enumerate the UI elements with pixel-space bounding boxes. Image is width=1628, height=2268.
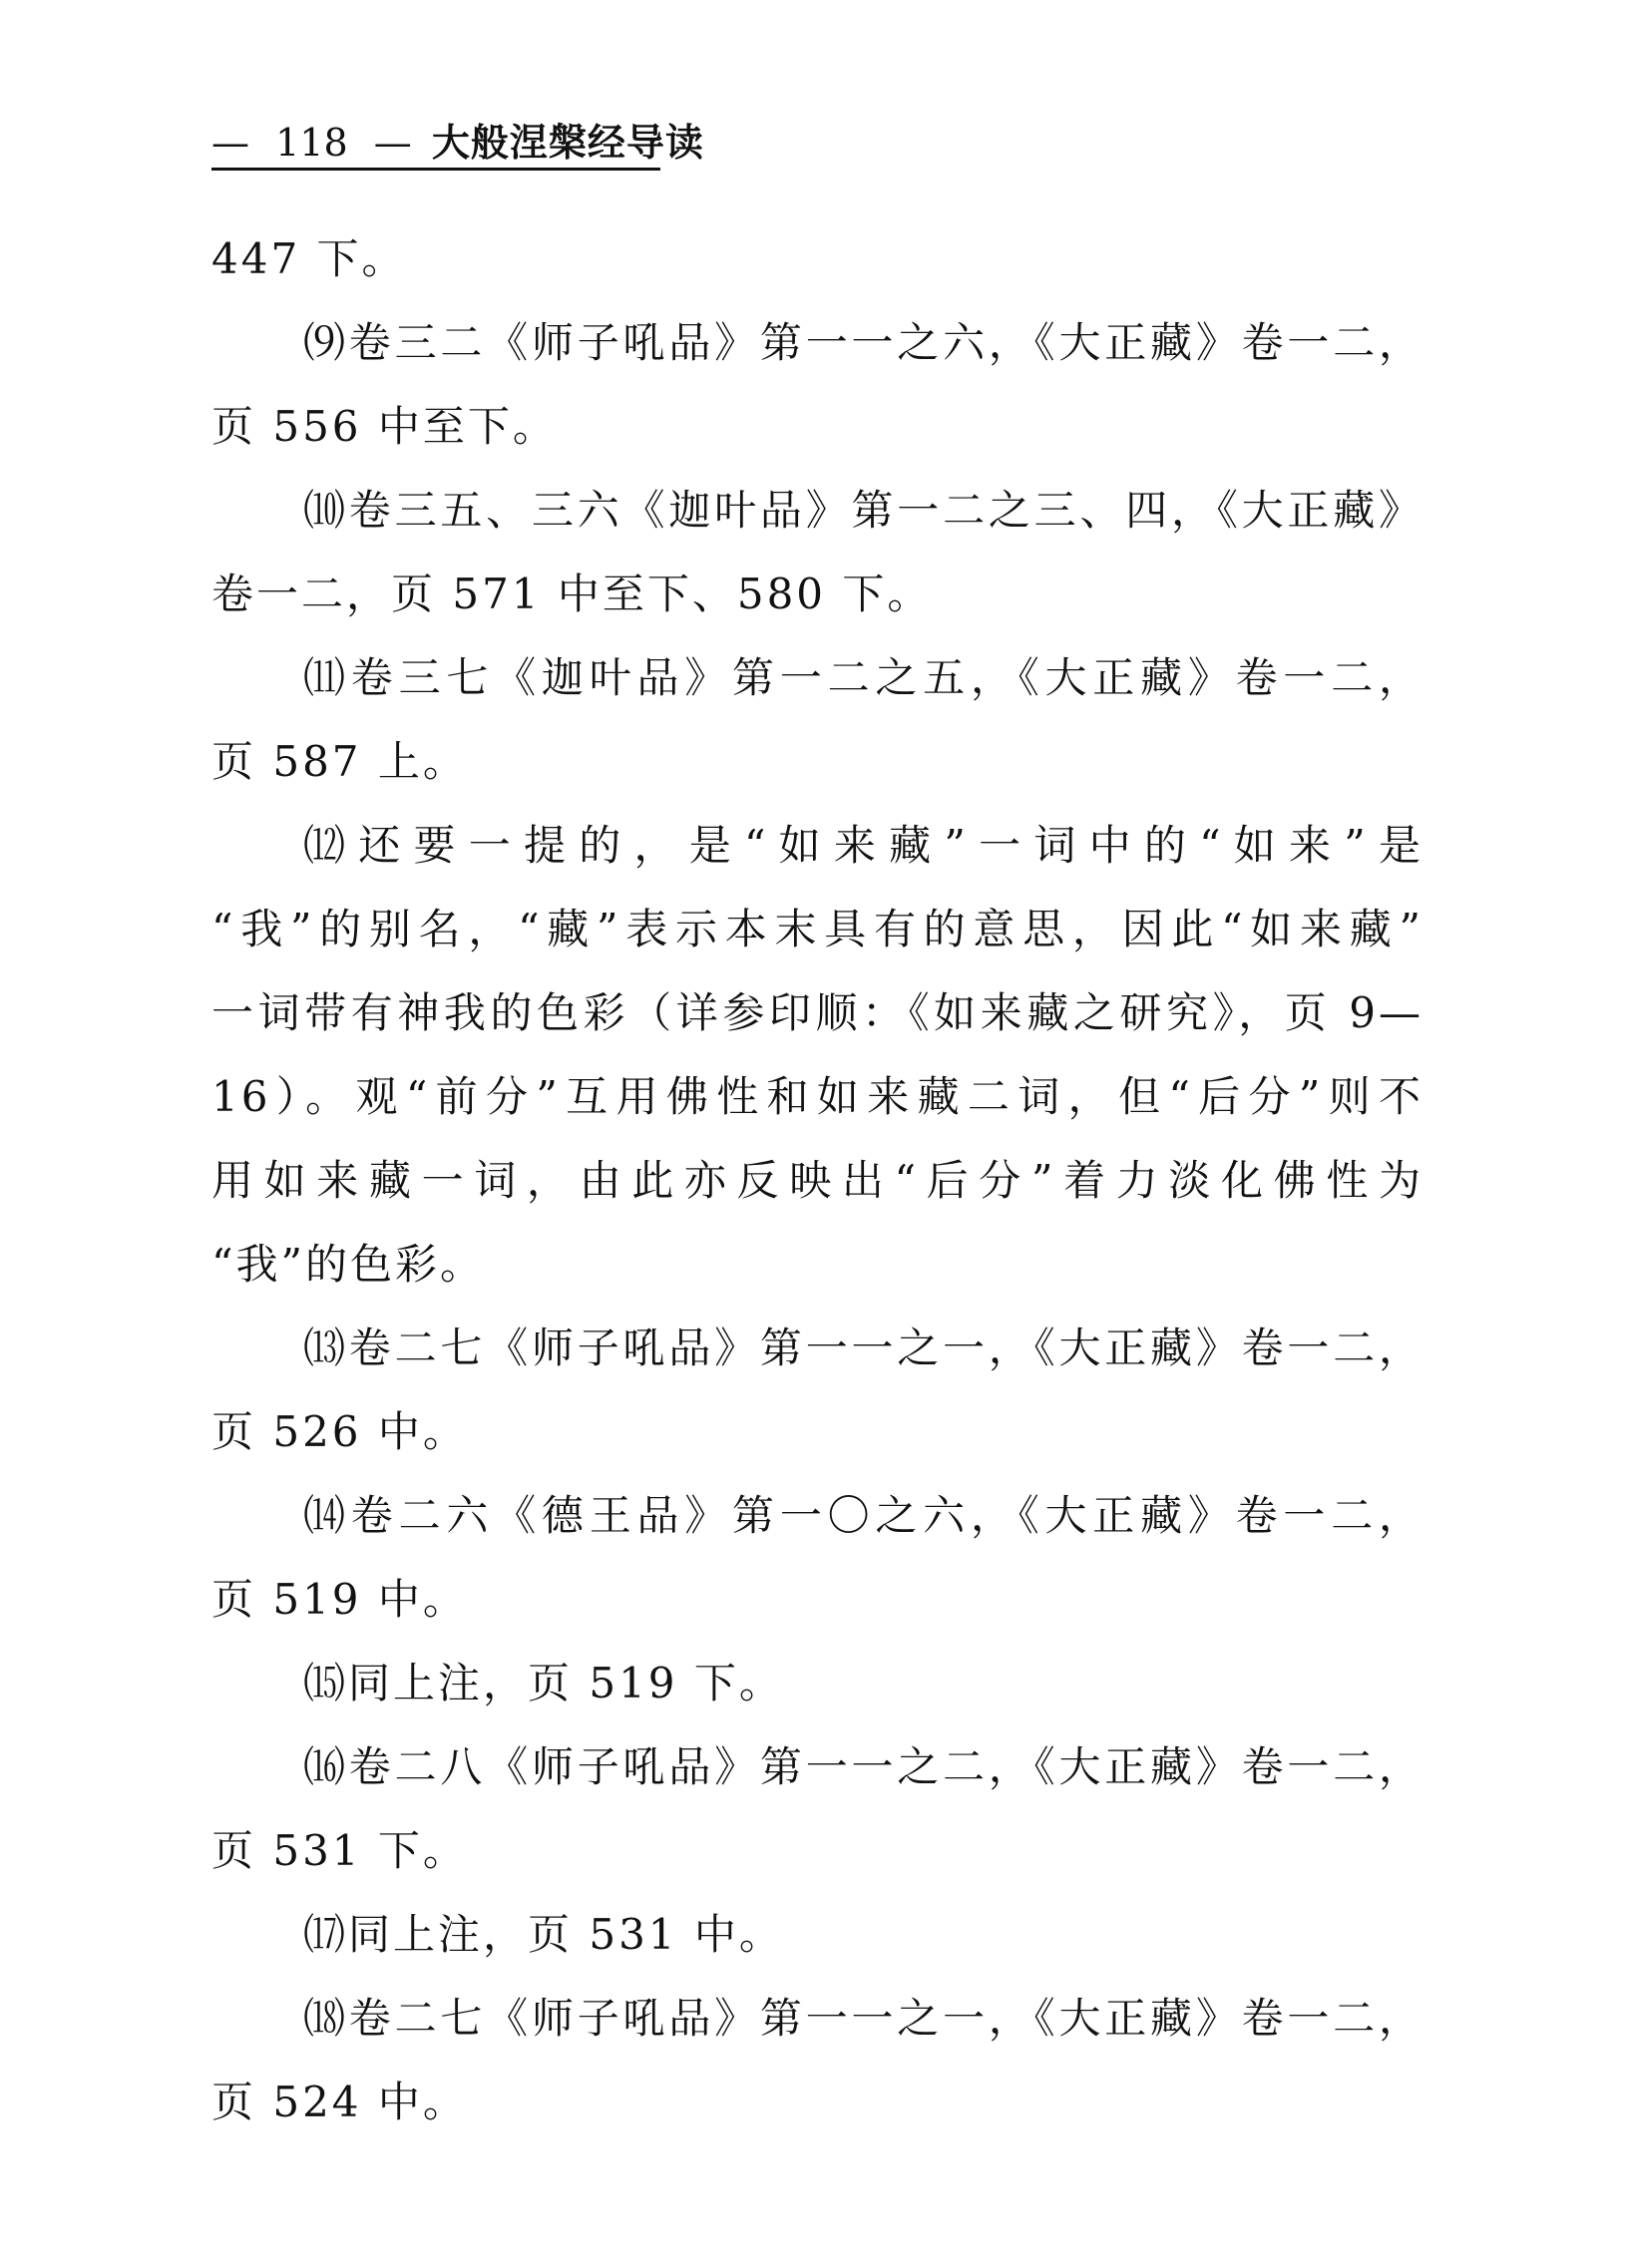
note-96-line-2: “我”的别名，“藏”表示本末具有的意思，因此“如来藏” [211, 905, 1424, 953]
note-101-line-1: ⒄同上注，页 531 中。 [303, 1910, 784, 1959]
note-98-line-2: 页 519 中。 [211, 1575, 468, 1624]
note-97-line-1: ⒀卷二七《师子吼品》第一一之一，《大正藏》卷一二， [303, 1323, 1424, 1372]
note-96-line-4: 16）。观“前分”互用佛性和如来藏二词，但“后分”则不 [211, 1072, 1424, 1121]
note-95-line-2: 页 587 上。 [211, 737, 468, 786]
text-line: 447 下。 [211, 234, 407, 283]
note-96-line-3: 一词带有神我的色彩（详参印顺：《如来藏之研究》，页 9— [211, 988, 1424, 1037]
note-95-line-1: ⑾卷三七《迦叶品》第一二之五，《大正藏》卷一二， [303, 653, 1424, 702]
note-100-line-1: ⒃卷二八《师子吼品》第一一之二，《大正藏》卷一二， [303, 1742, 1424, 1791]
note-96-line-1: ⑿还要一提的，是“如来藏”一词中的“如来”是 [303, 821, 1424, 870]
page-number: 118 [275, 121, 348, 165]
note-94-line-2: 卷一二，页 571 中至下、580 下。 [211, 569, 933, 618]
note-99-line-1: ⒂同上注，页 519 下。 [303, 1659, 784, 1707]
note-102-line-1: ⒅卷二七《师子吼品》第一一之一，《大正藏》卷一二， [303, 1994, 1424, 2043]
note-93-line-2: 页 556 中至下。 [211, 402, 558, 451]
book-title: 大般涅槃经导读 [431, 120, 704, 165]
running-header [211, 118, 704, 171]
note-96-line-5: 用如来藏一词，由此亦反映出“后分”着力淡化佛性为 [211, 1156, 1424, 1205]
header-dash-left: — [211, 121, 249, 165]
note-97-line-2: 页 526 中。 [211, 1407, 468, 1456]
note-93-line-1: ⑼卷三二《师子吼品》第一一之六，《大正藏》卷一二， [303, 318, 1424, 367]
note-102-line-2: 页 524 中。 [211, 2078, 468, 2126]
note-96-line-6: “我”的色彩。 [211, 1240, 485, 1289]
note-94-line-1: ⑽卷三五、三六《迦叶品》第一二之三、四，《大正藏》 [303, 486, 1424, 535]
note-98-line-1: ⒁卷二六《德王品》第一〇之六，《大正藏》卷一二， [303, 1491, 1424, 1540]
note-100-line-2: 页 531 下。 [211, 1826, 468, 1875]
notes-body [211, 217, 1424, 2144]
header-dash-right: — [373, 121, 412, 165]
